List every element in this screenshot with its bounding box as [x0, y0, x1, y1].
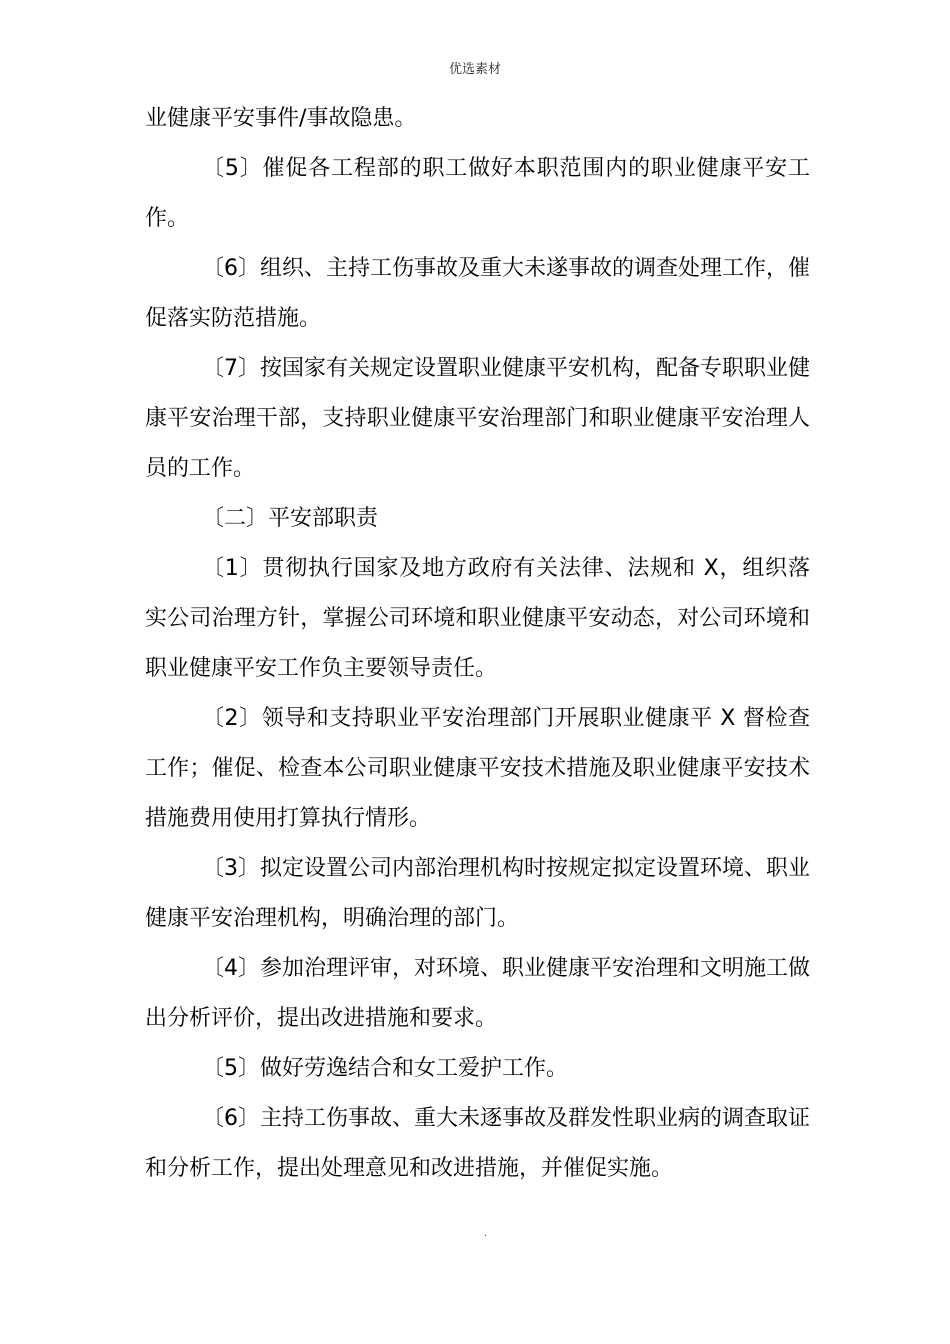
paragraph: 〔7〕按国家有关规定设置职业健康平安机构，配备专职职业健康平安治理干部，支持职业健康平安治理部门和职业健康平安治理人员的工作。	[145, 356, 810, 481]
paragraph: 〔2〕领导和支持职业平安治理部门开展职业健康平 X 督检查工作；催促、检查本公司职业健康平安技术措施及职业健康平安技术措施费用使用打算执行情形。	[145, 706, 810, 831]
paragraph: 〔3〕拟定设置公司内部治理机构时按规定拟定设置环境、职业健康平安治理机构，明确治理的部门。	[145, 856, 810, 931]
section-heading: 〔二〕平安部职责	[202, 506, 379, 531]
paragraph: 〔4〕参加治理评审，对环境、职业健康平安治理和文明施工做出分析评价，提出改进措施和要求。	[145, 956, 810, 1031]
paragraph: 〔1〕贯彻执行国家及地方政府有关法律、法规和 X，组织落实公司治理方针，掌握公司环境和职业健康平安动态，对公司环境和职业健康平安工作负主要领导责任。	[145, 556, 810, 681]
footer-mark: .	[484, 1228, 488, 1239]
page-header: 优选素材	[448, 62, 501, 77]
paragraph: 业健康平安事件/事故隐患。	[145, 106, 417, 131]
document-body	[145, 94, 810, 1194]
paragraph: 〔6〕主持工伤事故、重大未逐事故及群发性职业病的调查取证和分析工作，提出处理意见和改进措施，并催促实施。	[145, 1106, 810, 1181]
paragraph: 〔5〕催促各工程部的职工做好本职范围内的职业健康平安工作。	[145, 156, 810, 231]
paragraph: 〔5〕做好劳逸结合和女工爱护工作。	[202, 1056, 568, 1081]
paragraph: 〔6〕组织、主持工伤事故及重大未遂事故的调查处理工作，催促落实防范措施。	[145, 256, 810, 331]
